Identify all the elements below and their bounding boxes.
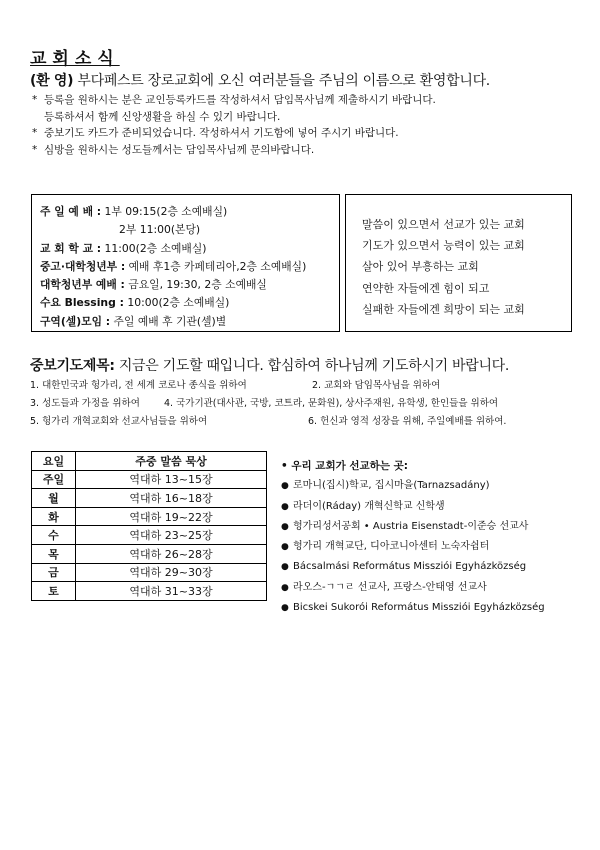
prayer-row [30,413,590,431]
prayer-label: 중보기도제목: [30,358,115,374]
worship-row-sunday-2 [40,221,339,239]
bullet-dot-icon: ● [281,481,289,492]
table-row [32,489,267,508]
reading-cell: 역대하 29~30장 [76,563,267,582]
mission-text: 라오스-ㄱㄱㄹ 선교사, 프랑스-안태영 선교사 [293,581,487,593]
table-row [32,582,267,601]
notice-item [32,125,592,142]
day-cell: 목 [32,544,76,563]
worship-value: 예배 후1층 카페테리아,2층 소예배실) [128,259,307,273]
mission-item [281,578,581,598]
worship-label: 대학청년부 예배 : [40,278,125,292]
worship-label: 주 일 예 배 : [40,205,102,218]
mission-text: Bácsalmási Református Missziói Egyházközség [293,561,527,573]
missions-heading: • 우리 교회가 선교하는 곳: [281,460,408,472]
motto-line: 살아 있어 부흥하는 교회 [362,260,479,274]
notice-bullet: * [32,127,38,139]
day-cell: 토 [32,582,76,601]
bullet-dot-icon: ● [281,542,289,553]
prayer-item: 5. 헝가리 개혁교회와 선교사님들을 위하여 [30,415,208,427]
motto-line: 말씀이 있으면서 선교가 있는 교회 [362,218,525,231]
bullet-dot-icon: ● [281,521,289,532]
reading-cell: 역대하 13~15장 [76,470,267,489]
bullet-dot-icon: ● [281,603,289,614]
bible-reading-table [31,451,267,601]
prayer-item: 2. 교회와 담임목사님을 위하여 [312,380,441,391]
worship-value: 주일 예배 후 기관(셀)별 [113,314,227,328]
worship-row-college [40,276,339,294]
motto-line: 기도가 있으면서 능력이 있는 교회 [362,239,525,253]
bullet-dot-icon: ● [281,562,289,573]
day-cell: 주일 [32,470,76,489]
header-day: 요일 [32,452,76,471]
worship-row-cell [40,313,339,331]
church-motto-box [345,194,572,332]
prayer-item: 1. 대한민국과 헝가리, 전 세계 코로나 종식을 위하여 [30,380,247,391]
motto-line: 실패한 자들에겐 희망이 되는 교회 [362,302,525,316]
bullet-dot-icon: ● [281,501,289,512]
reading-cell: 역대하 26~28장 [76,544,267,563]
table-row [32,544,267,563]
prayer-list [30,377,590,430]
day-cell: 금 [32,563,76,582]
worship-row-school [40,240,339,258]
table-row [32,526,267,545]
worship-row-youth [40,258,339,276]
notice-bullet: * [32,143,38,156]
worship-label: 교 회 학 교 : [40,241,102,255]
welcome-label: (환 영) [30,73,74,89]
notice-item [32,92,592,125]
notice-text: 중보기도 카드가 준비되었습니다. 작성하셔서 기도함에 넣어 주시기 바랍니다. [44,127,399,139]
prayer-row [30,395,590,413]
worship-label: 중고·대학청년부 : [40,259,126,273]
mission-text: 로마니(집시)학교, 집시마을(Tarnazsadány) [293,480,490,492]
worship-value: 2부 11:00(본당) [119,223,201,237]
welcome-line [30,70,490,90]
worship-value: 11:00(2층 소예배실) [104,241,207,255]
mission-text: 헝가리 개혁교단, 디아코니아센터 노숙자쉼터 [293,541,490,553]
notice-bullet: * [32,94,38,106]
prayer-row [30,377,590,395]
mission-item [281,598,581,618]
prayer-item: 4. 국가기관(대사관, 국방, 코트라, 문화원), 상사주재원, 유학생, 한인들을 위하여 [164,397,499,409]
reading-cell: 역대하 16~18장 [76,489,267,508]
table-row [32,470,267,489]
header-reading: 주중 말씀 묵상 [76,452,267,471]
reading-cell: 역대하 19~22장 [76,507,267,526]
table-header-row [32,452,267,471]
worship-value: 1부 09:15(2층 소예배실) [104,205,228,218]
worship-label: 수요 Blessing : [40,296,124,310]
table-row [32,507,267,526]
bullet-dot-icon: ● [281,582,289,593]
table-row [32,563,267,582]
reading-cell: 역대하 31~33장 [76,582,267,601]
prayer-item: 3. 성도들과 가정을 위하여 [30,397,140,409]
notice-text: 등록하셔서 함께 신앙생활을 하실 수 있기 바랍니다. [44,110,281,123]
prayer-title [30,355,509,375]
worship-row-sunday [40,203,339,221]
mission-item [281,497,581,517]
day-cell: 수 [32,526,76,545]
prayer-item: 6. 헌신과 영적 성장을 위해, 주일예배를 위하여. [308,415,507,427]
mission-item [281,537,581,557]
worship-label: 구역(셀)모임 : [40,314,111,328]
mission-text: Bicskei Sukorói Református Missziói Egyházközség [293,602,545,614]
notice-item [32,142,592,159]
worship-value: 금요일, 19:30, 2층 소예배실 [128,278,267,292]
notice-text: 등록을 원하시는 분은 교인등록카드를 작성하셔서 담임목사님께 제출하시기 바랍니다. [44,94,436,106]
worship-value: 10:00(2층 소예배실) [127,296,230,310]
welcome-text: 부다페스트 장로교회에 오신 여러분들을 주님의 이름으로 환영합니다. [77,73,490,89]
day-cell: 월 [32,489,76,508]
missions-list [281,456,581,618]
mission-text: 헝가리성서공회 • Austria Eisenstadt-이준승 선교사 [293,520,529,532]
mission-item [281,557,581,577]
news-title: 교회소식 [30,49,120,69]
reading-cell: 역대하 23~25장 [76,526,267,545]
notice-text: 심방을 원하시는 성도들께서는 담임목사님께 문의바랍니다. [44,143,315,156]
worship-schedule-box [31,194,340,332]
worship-row-wednesday [40,294,339,312]
mission-text: 라더이(Ráday) 개혁신학교 신학생 [293,500,445,512]
prayer-text: 지금은 기도할 때입니다. 합심하여 하나님께 기도하시기 바랍니다. [118,358,510,374]
motto-line: 연약한 자들에겐 힘이 되고 [362,281,490,295]
mission-item [281,517,581,537]
mission-item [281,476,581,496]
day-cell: 화 [32,507,76,526]
notice-list [32,92,592,158]
